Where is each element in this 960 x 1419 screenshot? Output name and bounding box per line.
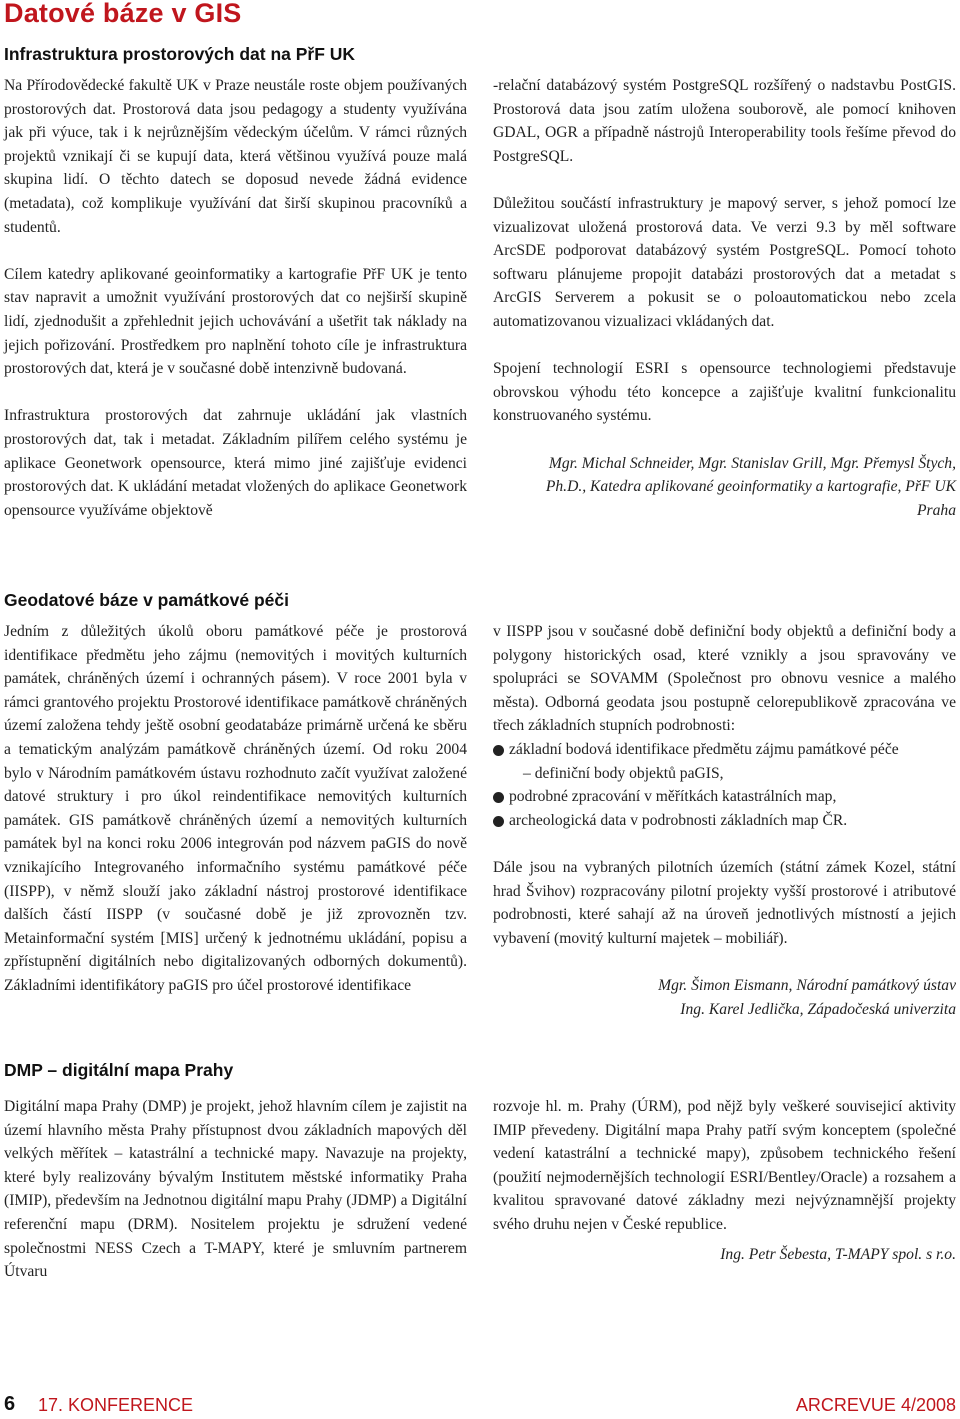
- detail-levels-list: [493, 738, 956, 832]
- section1-left-column: [4, 74, 467, 522]
- journal-label: ARCREVUE 4/2008: [795, 1395, 956, 1415]
- list-item: základní bodová identifikace předmětu zájmu památkové péče: [493, 738, 956, 762]
- paragraph: Na Přírodovědecké fakultě UK v Praze neustále roste objem používaných prostorových dat. Prostorová data jsou pedagogy a studenty využívána jak při výuce, tak i k nejrůznějším vědeckým účelům. V rámci různých projektů vznikají či se kupují data, která většinou využívá pouze malá skupina lidí. O těchto datech se doposud nevede žádná evidence (metadata), což komplikuje využívání dat širší skupinou pracovníků a studentů.: [4, 77, 467, 236]
- page-title: Datové báze v GIS: [4, 0, 242, 28]
- signature-line: Ing. Karel Jedlička, Západočeská univerzita: [680, 1000, 956, 1018]
- paragraph: Digitální mapa Prahy (DMP) je projekt, jehož hlavním cílem je zajistit na území hlavního města Prahy přístupnost dvou základních mapových děl velkých měřítek – katastrální a technické mapy. Navazuje na projekty, které byly realizovány bývalým Institutem městské informatiky Praha (IMIP), především na Jednotnou digitální mapu Prahy (JDMP) a Digitální referenční mapu (DRM). Nositelem projektu je sdružení vedené společnostmi NESS Czech a T-MAPY, které je smluvním partnerem Útvaru: [4, 1098, 467, 1281]
- bullet-icon: [493, 816, 504, 827]
- paragraph: Spojení technologií ESRI s opensource technologiemi představuje obrovskou výhodu této koncepce a zajišťuje kvalitní funkcionalitu konstruovaného systému.: [493, 360, 956, 425]
- signature-line: Mgr. Šimon Eismann, Národní památkový ústav: [658, 976, 956, 994]
- conference-label: 17. KONFERENCE: [38, 1395, 194, 1415]
- author-signature: Mgr. Michal Schneider, Mgr. Stanislav Grill, Mgr. Přemysl Štych, Ph.D., Katedra aplikované geoinformatiky a kartografie, PřF UK Praha: [545, 454, 956, 519]
- author-signature: Ing. Petr Šebesta, T-MAPY spol. s r.o.: [720, 1245, 956, 1263]
- section-title-infrastructure: Infrastruktura prostorových dat na PřF UK: [4, 44, 356, 64]
- section1-right-column: [493, 74, 956, 522]
- list-item: – definiční body objektů paGIS,: [523, 764, 724, 782]
- paragraph: Cílem katedry aplikované geoinformatiky a kartografie PřF UK je tento stav napravit a umožnit využívání prostorových dat co nejširší skupině lidí, zjednodušit a zpřehlednit jejich uchovávání a ušetřit tak náklady na jejich pořizování. Prostředkem pro naplnění tohoto cíle je infrastruktura prostorových dat, která je v současné době intenzivně budovaná.: [4, 265, 467, 378]
- paragraph: v IISPP jsou v současné době definiční body objektů a definiční body a polygony historických osad, které vznikly a jsou spravovány ve spolupráci se SOVAMM (Společnost pro obnovu vesnice a malého města). Odborná geodata jsou postupně celorepublikově zpracována ve třech základních stupních podrobnosti:: [493, 623, 956, 735]
- section3-left-column: [4, 1095, 467, 1284]
- paragraph: -relační databázový systém PostgreSQL rozšířený o nadstavbu PostGIS. Prostorová data jsou zatím uložena souborově, ale pomocí knihoven GDAL, OGR a případně nástrojů Interoperability tools řešíme převod do PostgreSQL.: [493, 77, 956, 165]
- section2-right-column: [493, 620, 956, 1021]
- section-title-heritage: Geodatové báze v památkové péči: [4, 590, 289, 610]
- bullet-icon: [493, 745, 504, 756]
- paragraph: Dále jsou na vybraných pilotních územích (státní zámek Kozel, státní hrad Švihov) rozpracovány pilotní projekty vyšší prostorové i atributové podrobnosti, které sahají až na úroveň jednotlivých místností a jejich vybavení (movitý kulturní majetek – mobiliář).: [493, 858, 956, 947]
- list-item: archeologická data v podrobnosti základních map ČR.: [493, 809, 956, 833]
- paragraph: Jedním z důležitých úkolů oboru památkové péče je prostorová identifikace předmětu jeho zájmu (nemovitých i movitých kulturních památek, chráněných území i ochranných pásem). V roce 2001 byla v rámci grantového projektu Prostorové identifikace památkově chráněných území založena tehdy ještě osobní geodatabáze primárně určená ke sběru a tematickým analýzám památkově chráněných území. Od roku 2004 bylo v Národním památkovém ústavu rozhodnuto začít využívat založené datové struktury i pro úkol reindentifikace nemovitých kulturních památek. GIS památkově chráněných území a nemovitých kulturních památek byl na konci roku 2006 integrován pod názvem paGIS do nově vznikajícího Integrovaného informačního systému památkové péče (IISPP), v němž slouží jako základní nástroj prostorové identifikace dalších částí IISPP (v současné době je již zprovozněn tzv. Metainformační systém [MIS] určený k jednotnému ukládání, popisu a zpřístupnění digitálních nebo digitalizovaných odborných dokumentů). Základními identifikátory paGIS pro účel prostorové identifikace: [4, 623, 467, 994]
- bullet-icon: [493, 792, 504, 803]
- page-number: 6: [4, 1393, 16, 1415]
- page-footer: [0, 1394, 960, 1418]
- section3-right-column: [493, 1095, 956, 1266]
- section-title-dmp: DMP – digitální mapa Prahy: [4, 1060, 234, 1080]
- section2-left-column: [4, 620, 467, 998]
- paragraph: Důležitou součástí infrastruktury je mapový server, s jehož pomocí lze vizualizovat uložená prostorová data. Ve verzi 9.3 by měl software ArcSDE podporovat databázový systém PostgreSQL. Pomocí tohoto softwaru plánujeme propojit databázi prostorových dat a metadat s ArcGIS Serverem a pokusit se o poloautomatickou nebo zcela automatizovanou vizualizaci vkládaných dat.: [493, 194, 956, 330]
- author-signature: [493, 974, 956, 1021]
- list-item: podrobné zpracování v měřítkách katastrálních map,: [493, 785, 956, 809]
- paragraph: rozvoje hl. m. Prahy (ÚRM), pod nějž byly veškeré souvisejicí aktivity IMIP převedeny. Digitální mapa Prahy patří svým konceptem (společné vedení katastrální a technické mapy), způsobem technického řešení (použití nejmodernějších technologií ESRI/Bentley/Oracle) a rozsahem a kvalitou spravované datové základny mezi nejvýznamnější projekty svého druhu nejen v České republice.: [493, 1098, 956, 1233]
- paragraph: Infrastruktura prostorových dat zahrnuje ukládání jak vlastních prostorových dat, tak i metadat. Základním pilířem celého systému je aplikace Geonetwork opensource, která mimo jiné zajišťuje evidenci prostorových dat. K ukládání metadat vložených do aplikace Geonetwork opensource využíváme objektově: [4, 407, 467, 519]
